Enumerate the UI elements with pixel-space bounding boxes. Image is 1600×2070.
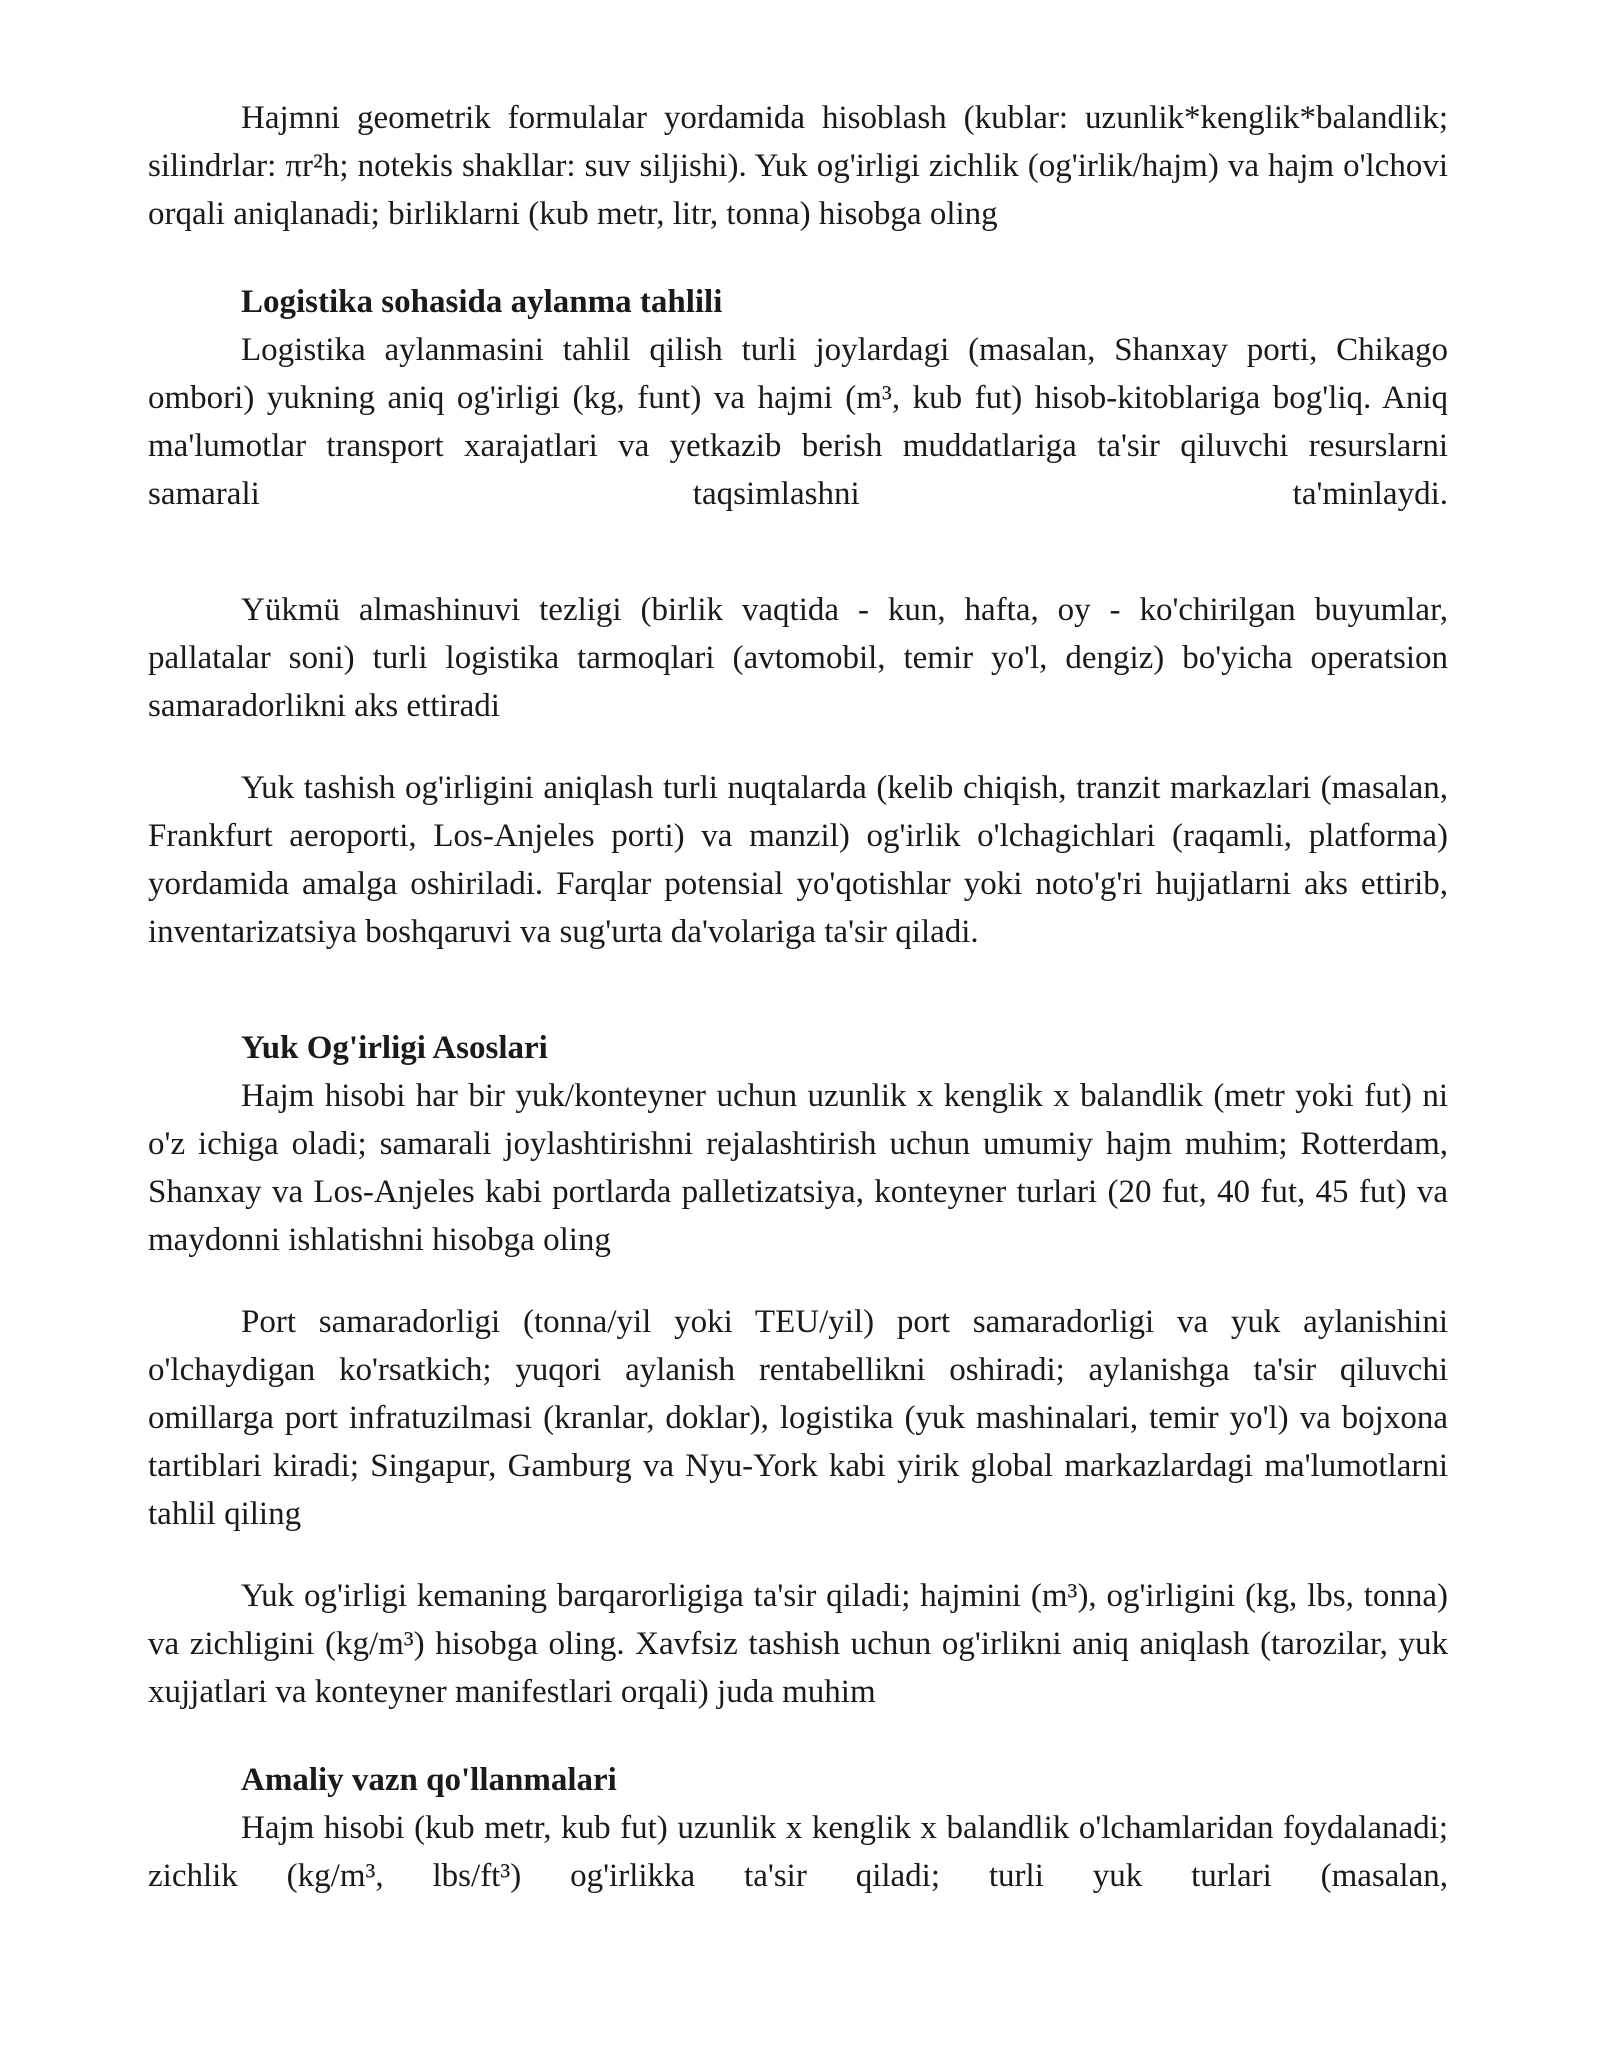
heading-logistics-turnover: Logistika sohasida aylanma tahlili [241, 284, 723, 320]
paragraph-weight-measurement: Yuk tashish og'irligini aniqlash turli nuqtalarda (kelib chiqish, tranzit markazlari (masalan, Frankfurt aeroporti, Los-Anjeles porti) va manzil) og'irlik o'lchagichlari (raqamli, platforma) yordamida amalga oshiriladi. Farqlar potensial yo'qotishlar yoki noto'g'ri hujjatlarni aks ettirib, inventarizatsiya boshqaruvi va sug'urta da'volariga ta'sir qiladi. [148, 770, 1448, 950]
paragraph-volume-calculation: Hajmni geometrik formulalar yordamida hisoblash (kublar: uzunlik*kenglik*balandlik; silindrlar: πr²h; notekis shakllar: suv siljishi). Yuk og'irligi zichlik (og'irlik/hajm) va hajm o'lchovi orqali aniqlanadi; birliklarni (kub metr, litr, tonna) hisobga oling [148, 100, 1448, 232]
paragraph-logistics-turnover: Logistika aylanmasini tahlil qilish turli joylardagi (masalan, Shanxay porti, Chikago ombori) yukning aniq og'irligi (kg, funt) va hajmi (m³, kub fut) hisob-kitoblariga bog'liq. Aniq ma'lumotlar transport xarajatlari va yetkazib berish muddatlariga ta'sir qiluvchi resurslarni samarali taqsimlashni ta'minlaydi. [148, 332, 1448, 512]
paragraph-port-efficiency: Port samaradorligi (tonna/yil yoki TEU/yil) port samaradorligi va yuk aylanishini o'lchaydigan ko'rsatkich; yuqori aylanish rentabellikni oshiradi; aylanishga ta'sir qiluvchi omillarga port infratuzilmasi (kranlar, doklar), logistika (yuk mashinalari, temir yo'l) va bojxona tartiblari kiradi; Singapur, Gamburg va Nyu-York kabi yirik global markazlardagi ma'lumotlarni tahlil qiling [148, 1304, 1448, 1532]
paragraph-density-volume: Hajm hisobi (kub metr, kub fut) uzunlik x kenglik x balandlik o'lchamlaridan foydalanadi; zichlik (kg/m³, lbs/ft³) og'irlikka ta'sir qiladi; turli yuk turlari (masalan, [148, 1810, 1448, 1894]
document-page [148, 94, 1448, 1900]
paragraph-ship-stability: Yuk og'irligi kemaning barqarorligiga ta'sir qiladi; hajmini (m³), og'irligini (kg, lbs, tonna) va zichligini (kg/m³) hisobga oling. Xavfsiz tashish uchun og'irlikni aniq aniqlash (tarozilar, yuk xujjatlari va konteyner manifestlari orqali) juda muhim [148, 1578, 1448, 1710]
heading-practical-weight-guides: Amaliy vazn qo'llanmalari [241, 1762, 617, 1798]
heading-cargo-weight-basics: Yuk Og'irligi Asoslari [241, 1030, 548, 1066]
paragraph-volume-per-container: Hajm hisobi har bir yuk/konteyner uchun uzunlik x kenglik x balandlik (metr yoki fut) ni o'z ichiga oladi; samarali joylashtirishni rejalashtirish uchun umumiy hajm muhim; Rotterdam, Shanxay va Los-Anjeles kabi portlarda palletizatsiya, konteyner turlari (20 fut, 40 fut, 45 fut) va maydonni ishlatishni hisobga oling [148, 1078, 1448, 1258]
paragraph-turnover-rate: Yükmü almashinuvi tezligi (birlik vaqtida - kun, hafta, oy - ko'chirilgan buyumlar, pallatalar soni) turli logistika tarmoqlari (avtomobil, temir yo'l, dengiz) bo'yicha operatsion samaradorlikni aks ettiradi [148, 592, 1448, 724]
